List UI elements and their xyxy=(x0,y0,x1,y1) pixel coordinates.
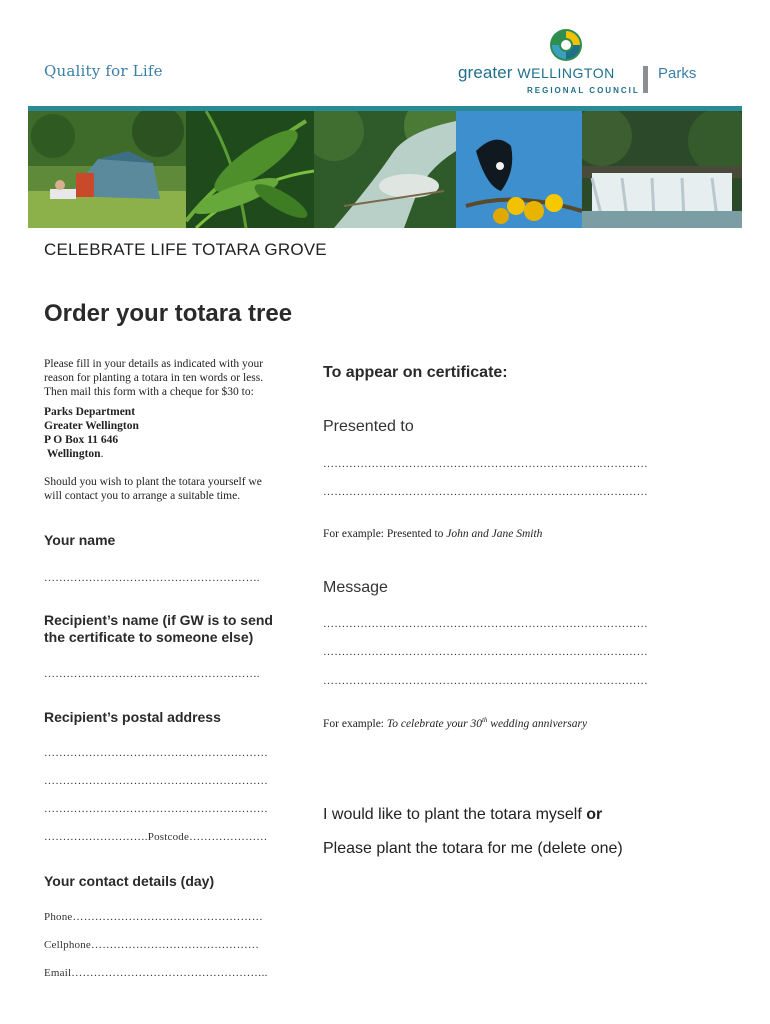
message-field-2[interactable]: …………………………………………………………………………… xyxy=(323,646,648,658)
phone-field[interactable]: Phone…………………………………………… xyxy=(44,911,263,923)
postcode-field[interactable]: ……………………….Postcode………………… xyxy=(44,831,268,843)
message-label: Message xyxy=(323,579,388,596)
presented-example-prefix: For example: Presented to xyxy=(323,528,447,540)
message-example xyxy=(323,716,587,730)
river-photo xyxy=(314,111,456,228)
plant-myself-text: I would like to plant the totara myself xyxy=(323,806,587,823)
tui-bird-photo xyxy=(456,111,582,228)
intro-line: Then mail this form with a cheque for $30 to: xyxy=(44,386,254,398)
message-example-sup: th xyxy=(481,716,488,724)
presented-example-name: John and Jane Smith xyxy=(446,528,543,540)
council-logo-icon xyxy=(549,28,583,62)
form-kicker: CELEBRATE LIFE TOTARA GROVE xyxy=(44,240,327,259)
page-title: Order your totara tree xyxy=(44,300,293,327)
your-name-field[interactable]: …………………………………………………. xyxy=(44,572,260,584)
fern-photo xyxy=(186,111,314,228)
contact-details-label: Your contact details (day) xyxy=(44,873,215,889)
message-example-suffix: wedding anniversary xyxy=(487,717,588,730)
plant-note-line: will contact you to arrange a suitable time. xyxy=(44,490,241,502)
your-name-label: Your name xyxy=(44,532,116,548)
plant-for-me-option[interactable]: Please plant the totara for me (delete one) xyxy=(323,840,623,857)
logo-word-wellington: WELLINGTON xyxy=(517,65,615,81)
message-example-prefix: For example: xyxy=(323,717,387,730)
address-city: Wellington xyxy=(46,448,101,460)
logo-word-greater: greater xyxy=(458,63,513,82)
logo-wordmark xyxy=(458,63,615,83)
logo-subtitle: REGIONAL COUNCIL xyxy=(527,86,640,95)
campsite-photo xyxy=(28,111,186,228)
mailing-address xyxy=(44,405,139,461)
recipient-name-label-line: the certificate to someone else) xyxy=(44,629,254,645)
presented-to-field-2[interactable]: …………………………………………………………………………… xyxy=(323,486,648,498)
intro-line: Please fill in your details as indicated with your xyxy=(44,358,264,370)
certificate-heading: To appear on certificate: xyxy=(323,364,508,381)
photo-strip xyxy=(28,111,742,228)
recipient-name-label-line: Recipient’s name (if GW is to send xyxy=(44,612,273,628)
postal-address-label: Recipient’s postal address xyxy=(44,709,221,725)
message-example-text: To celebrate your 30 xyxy=(386,717,482,730)
plant-or-text: or xyxy=(586,806,603,823)
presented-example xyxy=(323,528,542,540)
intro-line: reason for planting a totara in ten words or less. xyxy=(44,372,264,384)
address-line xyxy=(44,447,139,461)
tagline: Quality for Life xyxy=(44,62,163,80)
cellphone-field[interactable]: Cellphone……………………………………… xyxy=(44,939,260,951)
address-line: P O Box 11 646 xyxy=(44,434,119,446)
address-line: Parks Department xyxy=(44,406,136,418)
address-line: Greater Wellington xyxy=(44,420,139,432)
postal-address-field-2[interactable]: …………………………………………………… xyxy=(44,775,268,787)
message-field-1[interactable]: …………………………………………………………………………… xyxy=(323,618,648,630)
presented-to-label: Presented to xyxy=(323,418,414,435)
intro-text xyxy=(44,357,309,399)
email-field[interactable]: Email…………………………………………….. xyxy=(44,967,268,979)
presented-to-field-1[interactable]: …………………………………………………………………………… xyxy=(323,458,648,470)
postal-address-field-1[interactable]: …………………………………………………… xyxy=(44,747,268,759)
plant-note-line: Should you wish to plant the totara yourself we xyxy=(44,476,262,488)
address-period: . xyxy=(100,448,104,460)
recipient-name-field[interactable]: …………………………………………………. xyxy=(44,668,260,680)
plant-myself-option[interactable] xyxy=(323,806,602,824)
recipient-name-label xyxy=(44,612,273,646)
plant-note xyxy=(44,475,309,503)
logo-divider xyxy=(643,66,648,93)
message-field-3[interactable]: …………………………………………………………………………… xyxy=(323,675,648,687)
postal-address-field-3[interactable]: …………………………………………………… xyxy=(44,803,268,815)
logo-section-name: Parks xyxy=(658,65,697,82)
waterfall-photo xyxy=(582,111,742,228)
